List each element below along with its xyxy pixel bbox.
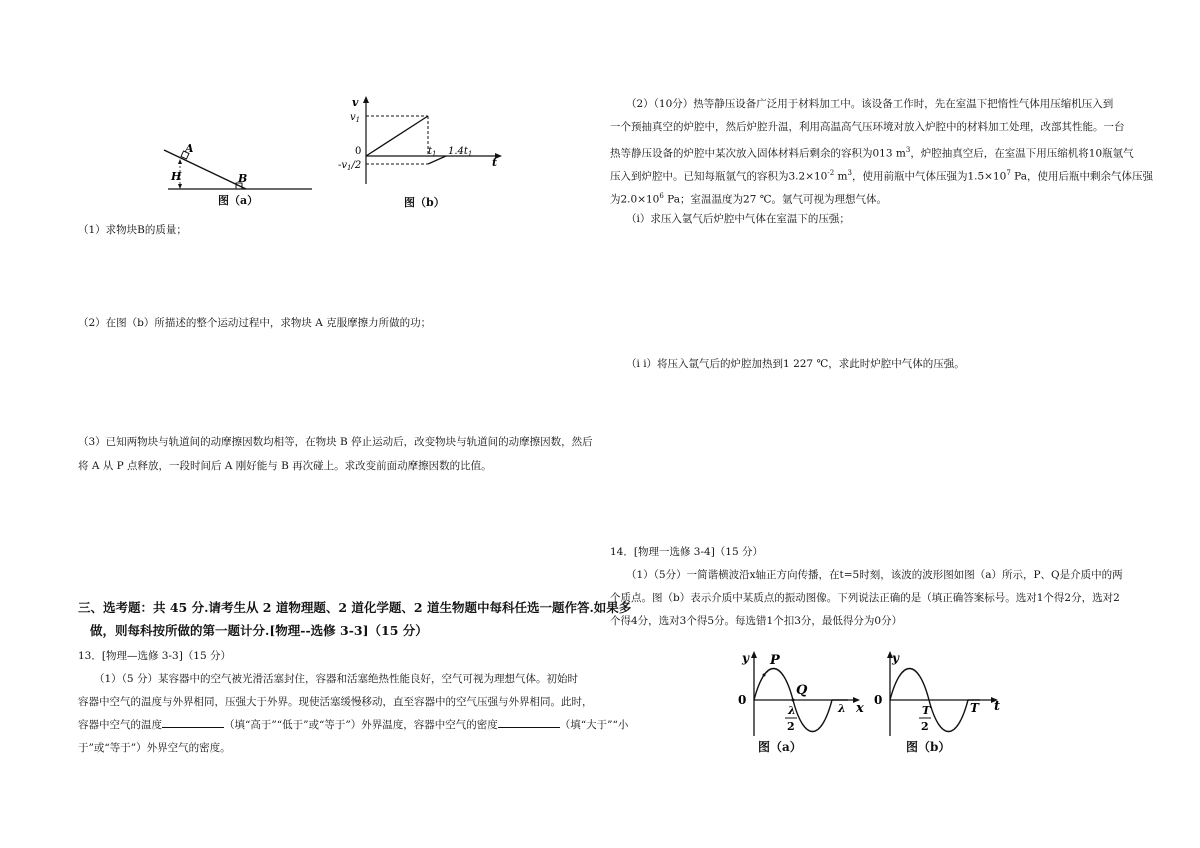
t-half-denominator: 2 [921, 720, 929, 733]
answer-blank-temperature[interactable] [162, 717, 224, 728]
axis-t-label: t [492, 156, 498, 169]
q13-2-part-i: （i）求压入氩气后炉腔中气体在室温下的压强； [626, 213, 850, 225]
q14-title: 14．[物理一选修 3-4]（15 分） [610, 546, 763, 558]
q13-1-line-4: 于”或“等于”）外界空气的密度。 [78, 742, 231, 754]
q13-1-line-3: 容器中空气的温度 （填“高于”“低于”或“等于”）外界温度，容器中空气的密度 （填“大于”“小 [78, 719, 629, 731]
label-a: A [185, 142, 194, 155]
question-3-line-1: （3）已知两物块与轨道间的动摩擦因数均相等，在物块 B 停止运动后，改变物块与轨道间的动摩擦因数，然后 [78, 436, 593, 448]
answer-blank-density[interactable] [498, 717, 560, 728]
t-half-numerator: T [922, 704, 931, 717]
t14-label: $1.4t_1$ [448, 146, 473, 158]
q13-1-line-1: （1）（5 分）某容器中的空气被光滑活塞封住，容器和活塞绝热性能良好，空气可视为理想气体。初始时 [94, 673, 578, 685]
q13-2-line-3: 热等静压设备的炉腔中某次放入固体材料后剩余的容积为013 $m^3$，炉腔抽真空后，在室温下用压缩机将10瓶氩气 [610, 146, 1134, 160]
period-t-label: T [970, 701, 979, 715]
point-p-label: P [770, 653, 780, 668]
lambda-half-numerator: λ [788, 704, 796, 717]
q14-1-line-2: 个质点。图（b）表示介质中某质点的振动图像。下列说法正确的是（填正确答案标号。选对1个得2分，选对2 [610, 592, 1120, 604]
section-heading-line-2: 做，则每科按所做的第一题计分.[物理--选修 3-3]（15 分） [90, 623, 428, 638]
lambda-label: λ [838, 702, 846, 715]
q13-2-line-1: （2）（10分）热等静压设备广泛用于材料加工中。该设备工作时，先在室温下把惰性气体用压缩机压入到 [626, 98, 1114, 110]
wave-figure-a [734, 648, 870, 738]
question-2: （2）在图（b）所描述的整个运动过程中，求物块 A 克服摩擦力所做的功； [78, 317, 432, 329]
wave-b-origin: 0 [874, 693, 883, 707]
axis-v-label: v [352, 96, 359, 109]
wave-b-t-label: t [994, 699, 1001, 714]
figure-a-caption: 图（a） [218, 194, 259, 207]
wave-figure-b [870, 648, 1010, 738]
section-heading-line-1: 三、选考题：共 45 分.请考生从 2 道物理题、2 道化学题、2 道生物题中每科任选一题作答.如果多 [78, 600, 632, 615]
q13-2-line-4: 压入到炉腔中。已知每瓶氩气的容积为$3.2\times 10^{-2}$ $m^3$，使用前瓶中气体压强为$1.5\times 10^7$ Pa，使用后瓶中剩余气体压强 [610, 169, 1153, 183]
figure-b-vt-graph [336, 94, 506, 190]
label-b: B [238, 172, 248, 185]
wave-figure-b-caption: 图（b） [906, 740, 951, 754]
wave-a-y-label: y [742, 651, 749, 665]
question-3-line-2: 将 A 从 P 点释放，一段时间后 A 刚好能与 B 再次碰上。求改变前面动摩擦因数的比值。 [78, 460, 492, 472]
wave-figure-a-caption: 图（a） [758, 740, 802, 754]
figure-b-caption: 图（b） [404, 196, 445, 209]
wave-b-y-label: y [892, 651, 899, 665]
point-q-label: Q [796, 683, 808, 698]
t1-label: $t_1$ [428, 146, 437, 158]
wave-a-x-label: x [856, 701, 864, 716]
neg-v1-half-label: $-v_1/2$ [338, 160, 362, 172]
origin-label: 0 [355, 146, 362, 157]
label-h: H [171, 170, 182, 183]
q13-2-part-ii: （i i）将压入氩气后的炉腔加热到1 227 ℃，求此时炉腔中气体的压强。 [626, 358, 965, 370]
question-1: （1）求物块B的质量； [78, 224, 187, 236]
q14-1-line-1: （1）（5分）一简谐横波沿x轴正方向传播，在t=5时刻，该波的波形图如图（a）所示，P、Q是介质中的两 [626, 569, 1123, 581]
v1-label: $v_1$ [350, 112, 361, 124]
q13-title: 13．[物理—选修 3-3]（15 分） [78, 650, 231, 662]
q14-1-line-3: 个得4分，选对3个得5分。每选错1个扣3分，最低得分为0分） [610, 615, 903, 627]
q13-1-line-2: 容器中空气的温度与外界相同，压强大于外界。现使活塞缓慢移动，直至容器中的空气压强与外界相同。此时， [78, 696, 593, 708]
q13-2-line-2: 一个预抽真空的炉腔中，然后炉腔升温，利用高温高气压环境对放入炉腔中的材料加工处理，改部其性能。一台 [610, 121, 1125, 133]
lambda-half-denominator: 2 [787, 720, 795, 733]
q13-2-line-5: 为$2.0\times 10^6$ Pa；室温温度为27 ℃。氩气可视为理想气体。 [610, 192, 887, 206]
wave-a-origin: 0 [738, 693, 747, 707]
